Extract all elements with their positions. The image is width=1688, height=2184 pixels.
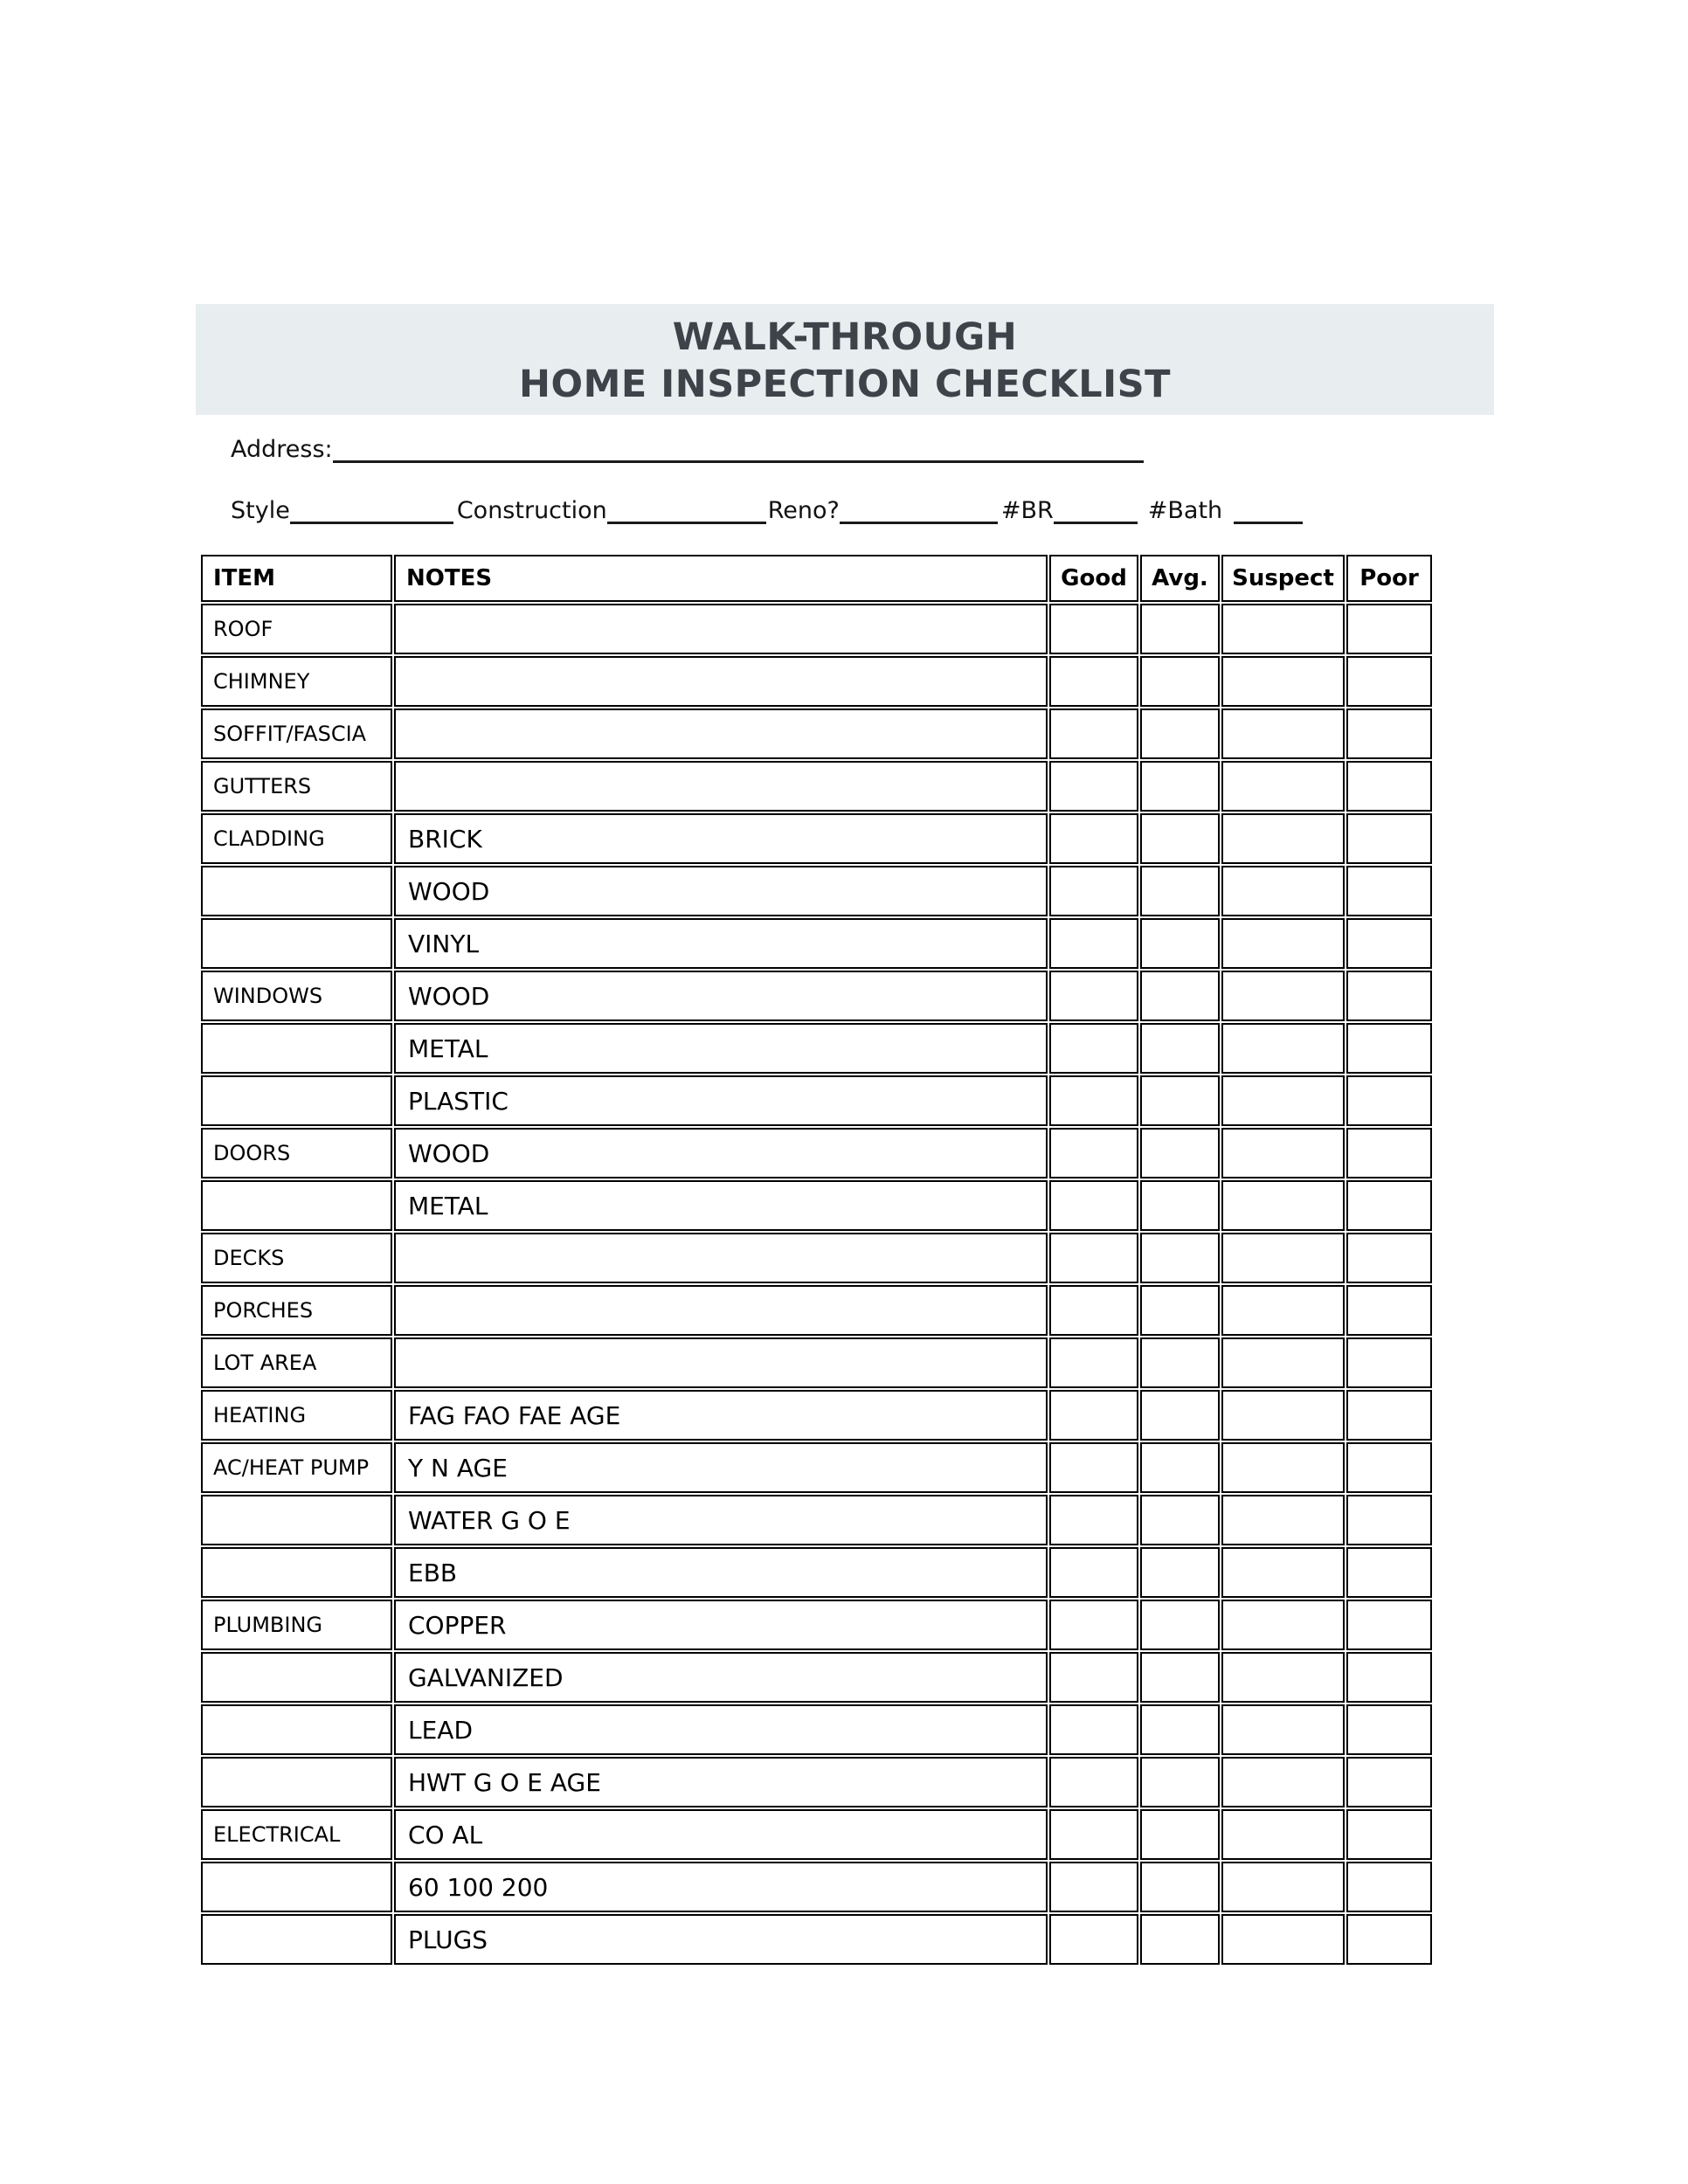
- suspect-cell: [1221, 604, 1345, 654]
- notes-cell: VINYL: [394, 918, 1048, 969]
- address-blank-line: [333, 459, 1144, 463]
- notes-cell: [394, 1285, 1048, 1336]
- good-cell: [1049, 1809, 1138, 1860]
- suspect-cell: [1221, 1600, 1345, 1650]
- notes-cell: [394, 604, 1048, 654]
- avg-cell: [1140, 1023, 1220, 1074]
- table-row: [201, 971, 1432, 1021]
- poor-cell: [1346, 1757, 1432, 1807]
- avg-cell: [1140, 604, 1220, 654]
- good-cell: [1049, 1337, 1138, 1388]
- table-row: [201, 1337, 1432, 1388]
- suspect-cell: [1221, 1914, 1345, 1965]
- avg-cell: [1140, 708, 1220, 759]
- suspect-cell: [1221, 866, 1345, 916]
- address-label: Address:: [231, 436, 333, 463]
- table-header-row: [201, 555, 1432, 602]
- good-cell: [1049, 971, 1138, 1021]
- style-blank-line: [290, 520, 453, 524]
- suspect-cell: [1221, 1809, 1345, 1860]
- table-row: [201, 1809, 1432, 1860]
- item-cell: [201, 1652, 392, 1703]
- column-header-notes: NOTES: [394, 555, 1048, 602]
- notes-cell: CO AL: [394, 1809, 1048, 1860]
- notes-cell: PLASTIC: [394, 1075, 1048, 1126]
- notes-cell: EBB: [394, 1547, 1048, 1598]
- item-cell: ROOF: [201, 604, 392, 654]
- suspect-cell: [1221, 971, 1345, 1021]
- suspect-cell: [1221, 1862, 1345, 1912]
- notes-cell: WOOD: [394, 866, 1048, 916]
- good-cell: [1049, 1914, 1138, 1965]
- notes-cell: LEAD: [394, 1704, 1048, 1755]
- avg-cell: [1140, 1337, 1220, 1388]
- poor-cell: [1346, 1023, 1432, 1074]
- column-header-good: Good: [1049, 555, 1138, 602]
- suspect-cell: [1221, 1337, 1345, 1388]
- good-cell: [1049, 813, 1138, 864]
- table-row: [201, 866, 1432, 916]
- avg-cell: [1140, 1704, 1220, 1755]
- notes-cell: [394, 1337, 1048, 1388]
- avg-cell: [1140, 1285, 1220, 1336]
- notes-cell: [394, 656, 1048, 707]
- item-cell: [201, 1914, 392, 1965]
- item-cell: DECKS: [201, 1233, 392, 1283]
- notes-cell: GALVANIZED: [394, 1652, 1048, 1703]
- table-row: [201, 1128, 1432, 1178]
- notes-cell: Y N AGE: [394, 1442, 1048, 1493]
- construction-blank-line: [607, 520, 766, 524]
- poor-cell: [1346, 1180, 1432, 1231]
- poor-cell: [1346, 1495, 1432, 1545]
- good-cell: [1049, 1652, 1138, 1703]
- style-label: Style: [231, 497, 290, 524]
- good-cell: [1049, 1128, 1138, 1178]
- item-cell: LOT AREA: [201, 1337, 392, 1388]
- poor-cell: [1346, 1862, 1432, 1912]
- item-cell: [201, 1547, 392, 1598]
- notes-cell: COPPER: [394, 1600, 1048, 1650]
- suspect-cell: [1221, 1075, 1345, 1126]
- item-cell: [201, 1757, 392, 1807]
- suspect-cell: [1221, 1652, 1345, 1703]
- item-cell: CLADDING: [201, 813, 392, 864]
- notes-cell: PLUGS: [394, 1914, 1048, 1965]
- suspect-cell: [1221, 1547, 1345, 1598]
- column-header-avg: Avg.: [1140, 555, 1220, 602]
- good-cell: [1049, 1757, 1138, 1807]
- table-row: [201, 1652, 1432, 1703]
- good-cell: [1049, 1390, 1138, 1441]
- good-cell: [1049, 1023, 1138, 1074]
- construction-label: Construction: [456, 497, 607, 524]
- br-blank-line: [1054, 520, 1138, 524]
- poor-cell: [1346, 1600, 1432, 1650]
- avg-cell: [1140, 971, 1220, 1021]
- poor-cell: [1346, 813, 1432, 864]
- suspect-cell: [1221, 1233, 1345, 1283]
- br-label: #BR: [1000, 497, 1054, 524]
- avg-cell: [1140, 1757, 1220, 1807]
- poor-cell: [1346, 656, 1432, 707]
- suspect-cell: [1221, 656, 1345, 707]
- good-cell: [1049, 1075, 1138, 1126]
- suspect-cell: [1221, 761, 1345, 812]
- avg-cell: [1140, 1600, 1220, 1650]
- table-row: [201, 1442, 1432, 1493]
- notes-cell: [394, 708, 1048, 759]
- table-row: [201, 761, 1432, 812]
- good-cell: [1049, 1233, 1138, 1283]
- notes-cell: [394, 761, 1048, 812]
- avg-cell: [1140, 813, 1220, 864]
- item-cell: WINDOWS: [201, 971, 392, 1021]
- table-row: [201, 1180, 1432, 1231]
- address-row: [231, 435, 1144, 465]
- poor-cell: [1346, 1547, 1432, 1598]
- notes-cell: WOOD: [394, 971, 1048, 1021]
- good-cell: [1049, 1704, 1138, 1755]
- notes-cell: METAL: [394, 1023, 1048, 1074]
- table-row: [201, 708, 1432, 759]
- good-cell: [1049, 1180, 1138, 1231]
- good-cell: [1049, 1547, 1138, 1598]
- avg-cell: [1140, 1547, 1220, 1598]
- good-cell: [1049, 1600, 1138, 1650]
- suspect-cell: [1221, 1285, 1345, 1336]
- avg-cell: [1140, 1128, 1220, 1178]
- title-line-2: HOME INSPECTION CHECKLIST: [519, 363, 1171, 406]
- bath-label: #Bath: [1147, 497, 1223, 524]
- poor-cell: [1346, 1337, 1432, 1388]
- suspect-cell: [1221, 708, 1345, 759]
- item-cell: DOORS: [201, 1128, 392, 1178]
- item-cell: [201, 1704, 392, 1755]
- table-row: [201, 1233, 1432, 1283]
- avg-cell: [1140, 1180, 1220, 1231]
- item-cell: CHIMNEY: [201, 656, 392, 707]
- suspect-cell: [1221, 1495, 1345, 1545]
- good-cell: [1049, 708, 1138, 759]
- table-row: [201, 1914, 1432, 1965]
- item-cell: [201, 1023, 392, 1074]
- good-cell: [1049, 1442, 1138, 1493]
- poor-cell: [1346, 1442, 1432, 1493]
- avg-cell: [1140, 1442, 1220, 1493]
- table-row: [201, 1023, 1432, 1074]
- avg-cell: [1140, 1914, 1220, 1965]
- poor-cell: [1346, 1914, 1432, 1965]
- table-row: [201, 1547, 1432, 1598]
- notes-cell: BRICK: [394, 813, 1048, 864]
- notes-cell: FAG FAO FAE AGE: [394, 1390, 1048, 1441]
- poor-cell: [1346, 971, 1432, 1021]
- suspect-cell: [1221, 1757, 1345, 1807]
- poor-cell: [1346, 1233, 1432, 1283]
- notes-cell: HWT G O E AGE: [394, 1757, 1048, 1807]
- good-cell: [1049, 604, 1138, 654]
- inspection-table: [199, 553, 1434, 1966]
- table-row: [201, 813, 1432, 864]
- avg-cell: [1140, 1652, 1220, 1703]
- item-cell: [201, 1495, 392, 1545]
- reno-label: Reno?: [767, 497, 840, 524]
- avg-cell: [1140, 761, 1220, 812]
- table-row: [201, 1600, 1432, 1650]
- item-cell: PORCHES: [201, 1285, 392, 1336]
- poor-cell: [1346, 1390, 1432, 1441]
- property-details-row: [231, 496, 1303, 526]
- good-cell: [1049, 918, 1138, 969]
- poor-cell: [1346, 1809, 1432, 1860]
- table-row: [201, 1495, 1432, 1545]
- notes-cell: [394, 1233, 1048, 1283]
- item-cell: [201, 1180, 392, 1231]
- suspect-cell: [1221, 813, 1345, 864]
- item-cell: [201, 1862, 392, 1912]
- poor-cell: [1346, 604, 1432, 654]
- title-banner: [196, 304, 1494, 415]
- poor-cell: [1346, 1075, 1432, 1126]
- table-row: [201, 1704, 1432, 1755]
- table-row: [201, 656, 1432, 707]
- table-row: [201, 1757, 1432, 1807]
- avg-cell: [1140, 1495, 1220, 1545]
- item-cell: ELECTRICAL: [201, 1809, 392, 1860]
- avg-cell: [1140, 656, 1220, 707]
- poor-cell: [1346, 1285, 1432, 1336]
- column-header-suspect: Suspect: [1221, 555, 1345, 602]
- good-cell: [1049, 1285, 1138, 1336]
- avg-cell: [1140, 1809, 1220, 1860]
- item-cell: PLUMBING: [201, 1600, 392, 1650]
- item-cell: HEATING: [201, 1390, 392, 1441]
- notes-cell: WATER G O E: [394, 1495, 1048, 1545]
- avg-cell: [1140, 866, 1220, 916]
- avg-cell: [1140, 918, 1220, 969]
- item-cell: [201, 866, 392, 916]
- table-row: [201, 918, 1432, 969]
- column-header-item: ITEM: [201, 555, 392, 602]
- poor-cell: [1346, 761, 1432, 812]
- table-row: [201, 1075, 1432, 1126]
- suspect-cell: [1221, 1390, 1345, 1441]
- good-cell: [1049, 1862, 1138, 1912]
- suspect-cell: [1221, 918, 1345, 969]
- poor-cell: [1346, 1704, 1432, 1755]
- notes-cell: METAL: [394, 1180, 1048, 1231]
- avg-cell: [1140, 1862, 1220, 1912]
- poor-cell: [1346, 1652, 1432, 1703]
- good-cell: [1049, 866, 1138, 916]
- avg-cell: [1140, 1233, 1220, 1283]
- poor-cell: [1346, 708, 1432, 759]
- suspect-cell: [1221, 1180, 1345, 1231]
- poor-cell: [1346, 866, 1432, 916]
- avg-cell: [1140, 1390, 1220, 1441]
- table-row: [201, 1862, 1432, 1912]
- notes-cell: 60 100 200: [394, 1862, 1048, 1912]
- table-row: [201, 1285, 1432, 1336]
- title-line-1: WALK-THROUGH: [672, 315, 1018, 359]
- notes-cell: WOOD: [394, 1128, 1048, 1178]
- avg-cell: [1140, 1075, 1220, 1126]
- good-cell: [1049, 1495, 1138, 1545]
- bath-blank-line: [1234, 520, 1303, 524]
- suspect-cell: [1221, 1128, 1345, 1178]
- inspection-table-body: [201, 604, 1432, 1965]
- good-cell: [1049, 656, 1138, 707]
- suspect-cell: [1221, 1023, 1345, 1074]
- suspect-cell: [1221, 1442, 1345, 1493]
- poor-cell: [1346, 1128, 1432, 1178]
- table-row: [201, 604, 1432, 654]
- poor-cell: [1346, 918, 1432, 969]
- suspect-cell: [1221, 1704, 1345, 1755]
- item-cell: GUTTERS: [201, 761, 392, 812]
- good-cell: [1049, 761, 1138, 812]
- item-cell: [201, 1075, 392, 1126]
- item-cell: AC/HEAT PUMP: [201, 1442, 392, 1493]
- column-header-poor: Poor: [1346, 555, 1432, 602]
- item-cell: [201, 918, 392, 969]
- reno-blank-line: [840, 520, 998, 524]
- item-cell: SOFFIT/FASCIA: [201, 708, 392, 759]
- table-row: [201, 1390, 1432, 1441]
